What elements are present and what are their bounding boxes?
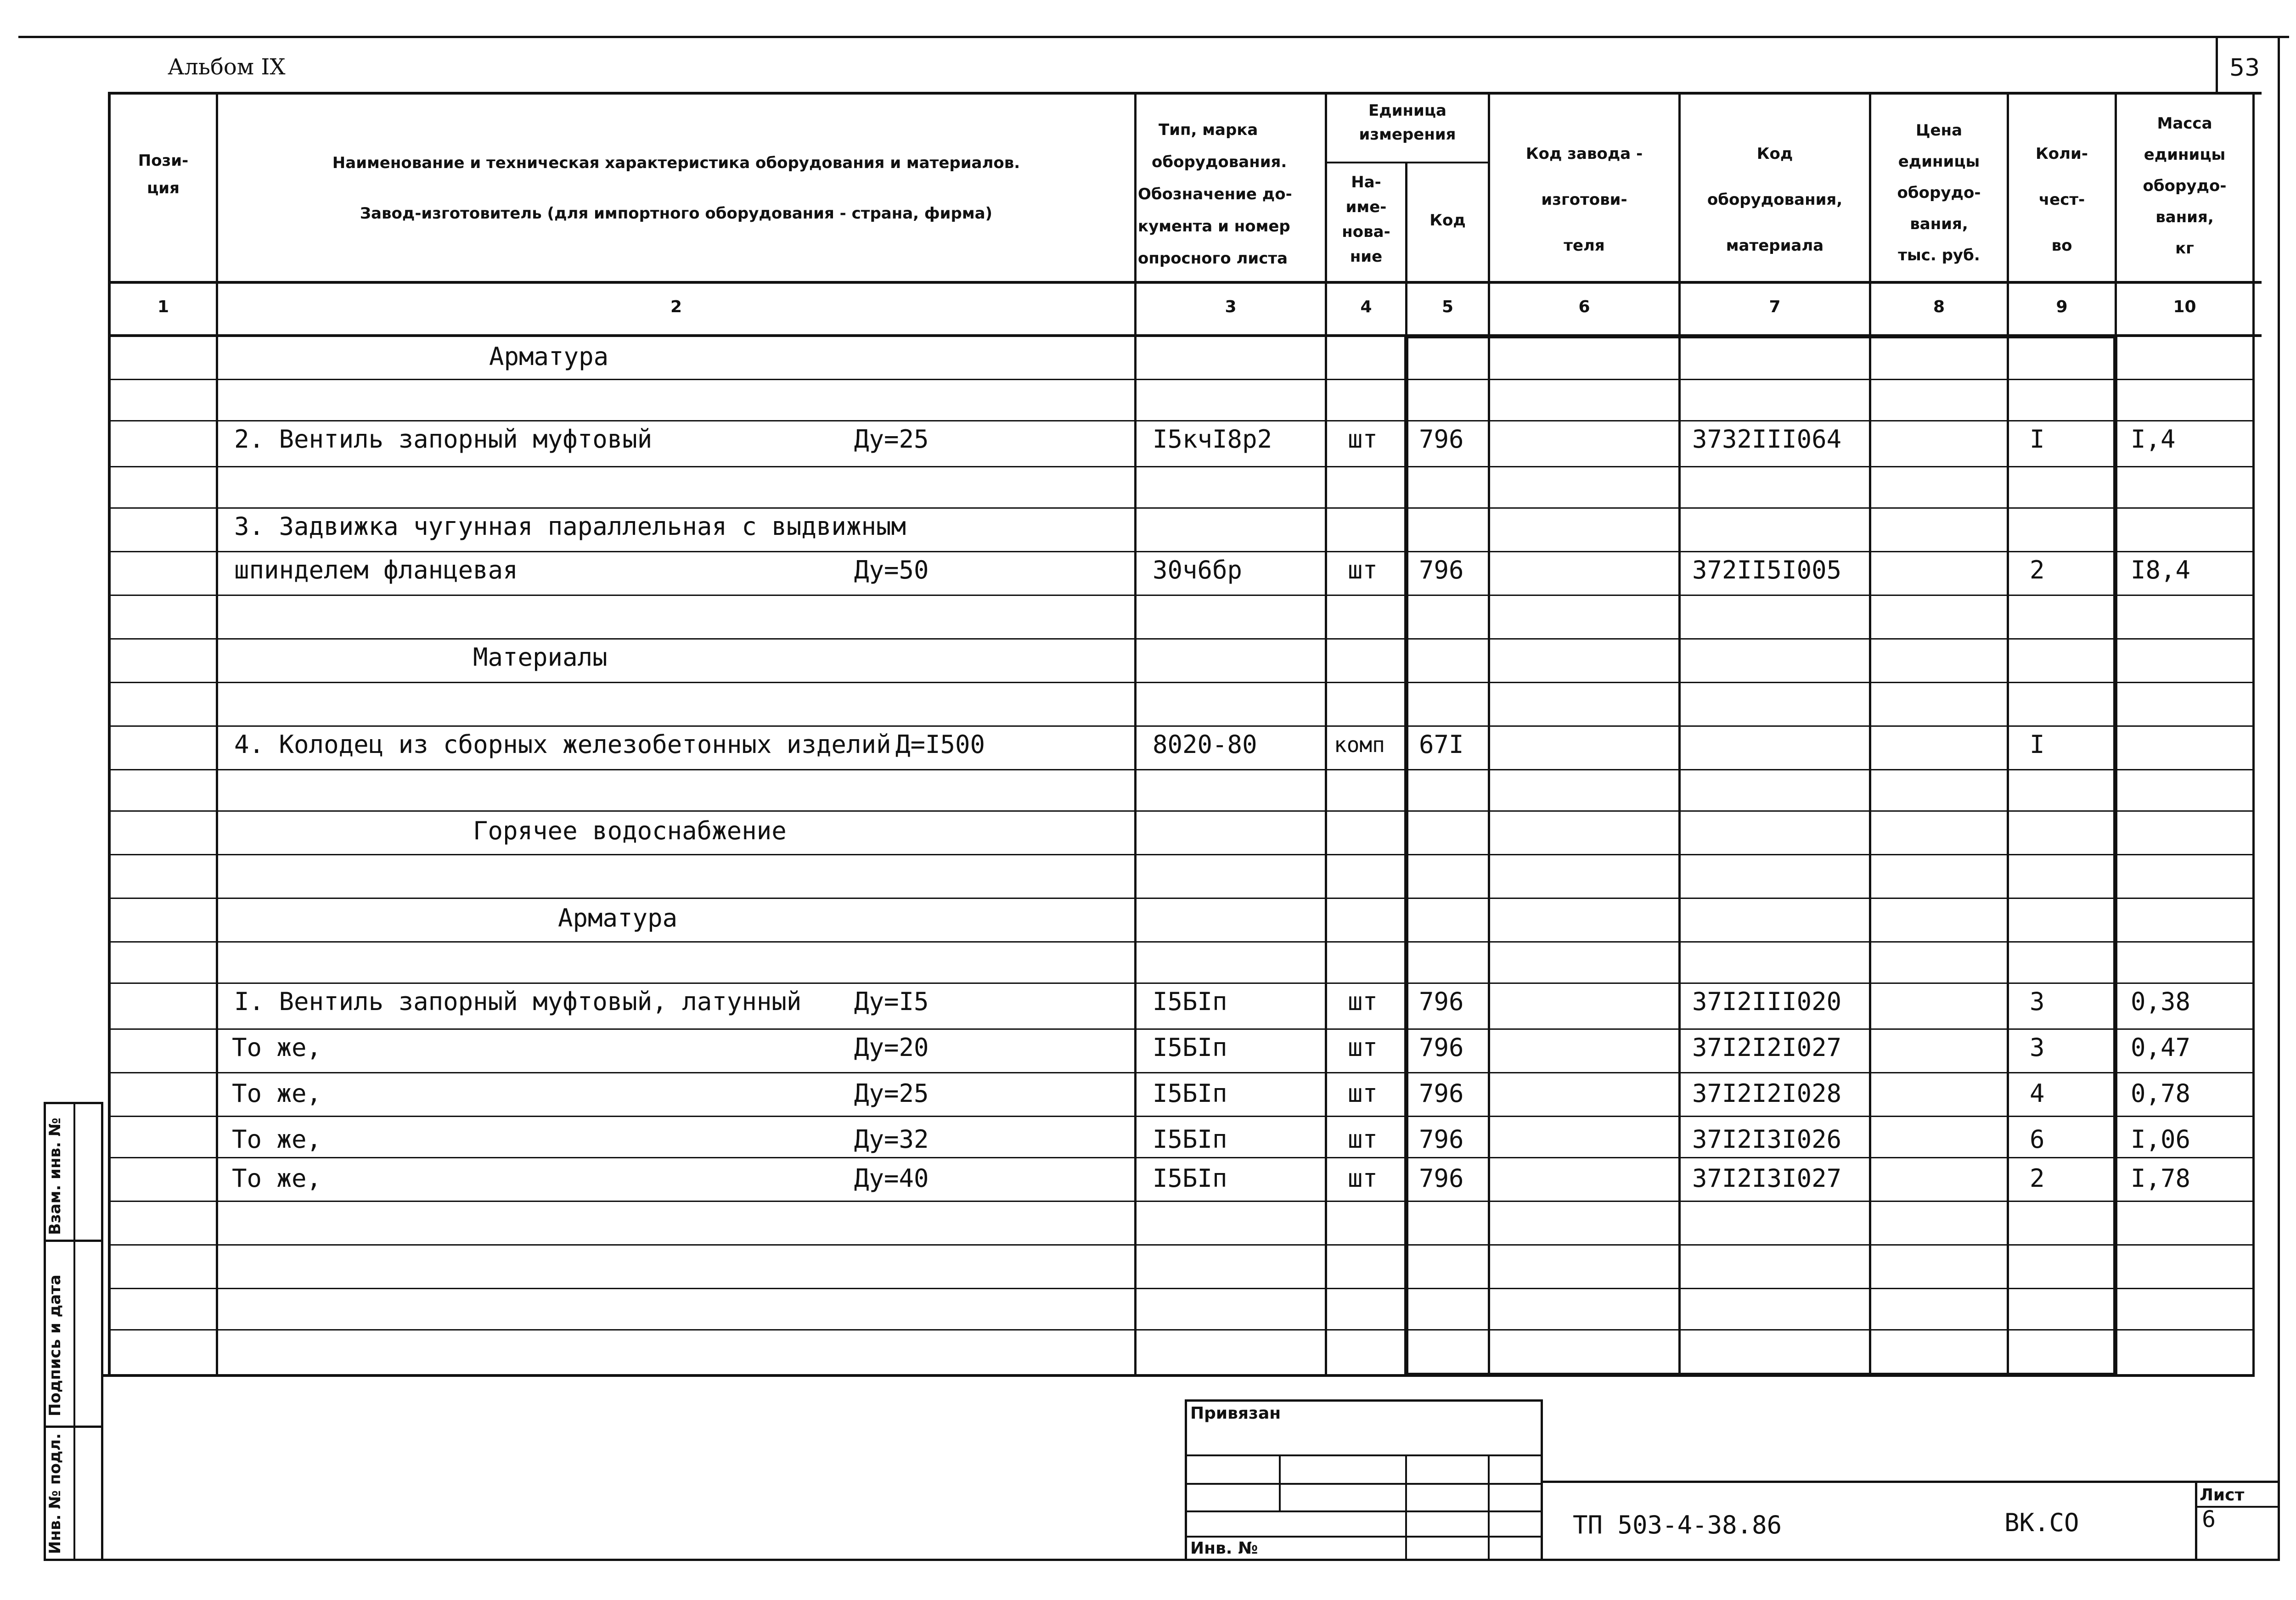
item-type: I5БIп [1153,1033,1227,1062]
stamp-sheet-left [2195,1481,2197,1561]
item-equip-code: 372II5I005 [1692,556,1842,584]
item-code: 796 [1419,425,1464,454]
section-heading: Горячее водоснабжение [473,816,787,845]
page-number: 53 [2229,54,2260,82]
row-line [108,982,2252,984]
stamp-box-top [1185,1399,1543,1402]
item-equip-code: 37I2I3I027 [1692,1164,1842,1193]
col-number-4: 4 [1360,298,1372,316]
item-name: То же, [232,1164,322,1193]
item-type: I5БIп [1153,1125,1227,1154]
item-name: I. Вентиль запорный муфтовый, латунный [234,987,802,1016]
item-code: 796 [1419,556,1464,584]
item-dn: Ду=32 [854,1125,929,1154]
col-line-5 [1488,92,1490,1376]
header-qty: Коли- чест- во [2036,145,2088,255]
item-mass: I,06 [2131,1125,2191,1154]
stamp-grid-v3 [1488,1454,1490,1560]
col-line-10 [2252,92,2255,1376]
item-unit: шт [1348,1033,1378,1062]
stamp-sheet-number: 6 [2202,1506,2216,1533]
side-strip-bottom [44,1559,2280,1561]
item-type: I5БIп [1153,1079,1227,1108]
header-bottom-border [108,281,2262,284]
side-strip-frame [101,1102,103,1561]
col-number-8: 8 [1933,298,1945,316]
row-line [108,595,2252,596]
row-line [108,1072,2252,1073]
item-qty: I [2030,730,2045,759]
item-code: 796 [1419,1164,1464,1193]
item-name: То же, [232,1125,322,1154]
col-number-5: 5 [1441,298,1454,316]
item-type: 30ч6бр [1153,556,1243,584]
row-line [108,810,2252,812]
row-line [108,379,2252,380]
col-line-6 [1678,92,1681,1376]
item-dn: Ду=25 [854,1079,929,1108]
stamp-inv-label: Инв. № [1190,1539,1258,1558]
side-podpis-label: Подпись и дата [46,1274,64,1416]
header-unit-code: Код [1429,211,1466,230]
row-line [108,1201,2252,1202]
side-vzam-label: Взам. инв. № [46,1117,64,1235]
col-line-0 [108,92,111,1376]
side-inv-podl-label: Инв. № подл. [46,1433,64,1554]
item-equip-code: 37I2I2I028 [1692,1079,1842,1108]
top-rule [18,36,2289,38]
row-line [108,1028,2252,1030]
row-line [108,1329,2252,1331]
item-qty: 2 [2030,556,2045,584]
item-mass: 0,78 [2131,1079,2191,1108]
item-type: I5БIп [1153,987,1227,1016]
col-number-2: 2 [670,298,682,316]
item-name: 4. Колодец из сборных железобетонных изделий [234,730,891,759]
item-unit: шт [1348,1164,1378,1193]
item-mass: I,78 [2131,1164,2191,1193]
row-line [108,638,2252,640]
item-name: 2. Вентиль запорный муфтовый [234,425,653,454]
item-name: То же, [232,1079,322,1108]
thick-box-bottom [1405,1373,2117,1377]
frame-right [2278,37,2280,1561]
item-dn: Ду=20 [854,1033,929,1062]
row-line [108,682,2252,683]
item-mass: I8,4 [2131,556,2191,584]
thick-box-top [1405,334,2117,338]
header-type: Тип, марка оборудования. Обозначение до- кумента и номер опросного листа [1138,121,1292,268]
row-line [108,1288,2252,1289]
item-unit: комп [1334,732,1385,757]
item-type: I5кчI8р2 [1153,425,1272,454]
item-qty: 3 [2030,987,2045,1016]
item-dn: Д=I500 [895,730,985,759]
header-price: Цена единицы оборудо- вания, тыс. руб. [1897,121,1981,264]
row-line [108,1157,2252,1158]
item-qty: 4 [2030,1079,2045,1108]
item-unit: шт [1348,1079,1378,1108]
stamp-grid-v1 [1279,1454,1281,1510]
item-code: 796 [1419,1033,1464,1062]
item-mass: 0,47 [2131,1033,2191,1062]
item-code: 796 [1419,987,1464,1016]
item-qty: 3 [2030,1033,2045,1062]
row-line [108,941,2252,943]
item-mass: I,4 [2131,425,2176,454]
stamp-designation: ТП 503-4-38.86 [1573,1510,1782,1539]
album-title: Альбом IX [168,54,286,80]
side-strip-top [44,1102,103,1104]
header-name: Наименование и техническая характеристика оборудования и материалов. Завод-изготовитель (для импортного оборудования - страна, фирма) [332,154,1020,223]
side-strip-inner [73,1102,75,1561]
item-equip-code: 37I2I2I027 [1692,1033,1842,1062]
row-line [108,898,2252,899]
item-qty: 6 [2030,1125,2045,1154]
col-line-2 [1134,92,1137,1376]
page-number-box-left [2216,37,2218,92]
item-dn: Ду=I5 [854,987,929,1016]
item-code: 796 [1419,1125,1464,1154]
stamp-main-top [1543,1481,2280,1483]
side-strip-div2 [44,1426,103,1428]
col-line-1 [216,92,218,1376]
row-line [108,420,2252,421]
item-unit: шт [1348,425,1378,454]
item-code: 67I [1419,730,1464,759]
stamp-sheet-label: Лист [2200,1486,2245,1505]
row-line [108,1116,2252,1117]
item-dn: Ду=25 [854,425,929,454]
row-line [108,551,2252,552]
header-unit-name: На- име- нова- ние [1342,173,1390,266]
item-type: I5БIп [1153,1164,1227,1193]
col-line-8 [2007,92,2009,1376]
stamp-attached-label: Привязан [1190,1404,1281,1423]
col-line-3 [1325,92,1327,1376]
item-type: 8020-80 [1153,730,1257,759]
item-name: То же, [232,1033,322,1062]
item-dn: Ду=50 [854,556,929,584]
item-equip-code: 3732III064 [1692,425,1842,454]
item-code: 796 [1419,1079,1464,1108]
col-number-9: 9 [2056,298,2068,316]
item-equip-code: 37I2III020 [1692,987,1842,1016]
header-unit: Единица измерения [1359,101,1456,144]
item-unit: шт [1348,1125,1378,1154]
col-line-7 [1869,92,1871,1376]
stamp-code: ВК.СО [2004,1508,2079,1537]
item-equip-code: 37I2I3I026 [1692,1125,1842,1154]
item-qty: I [2030,425,2045,454]
header-position: Пози- ция [138,152,189,197]
item-unit: шт [1348,987,1378,1016]
header-mass: Масса единицы оборудо- вания, кг [2143,114,2227,258]
item-name: шпинделем фланцевая [234,556,518,584]
item-qty: 2 [2030,1164,2045,1193]
item-dn: Ду=40 [854,1164,929,1193]
section-heading: Материалы [473,643,608,672]
side-strip-div1 [44,1240,103,1242]
stamp-grid-v2 [1405,1454,1407,1560]
col-number-10: 10 [2173,298,2196,316]
col-number-3: 3 [1225,298,1237,316]
row-line [108,769,2252,770]
col-number-7: 7 [1769,298,1781,316]
col-number-6: 6 [1578,298,1590,316]
row-line [108,725,2252,727]
row-line [108,854,2252,855]
header-equip-code: Код оборудования, материала [1707,145,1843,255]
item-unit: шт [1348,556,1378,584]
section-heading: Арматура [558,904,678,932]
col-number-1: 1 [157,298,169,316]
header-factory-code: Код завода - изготови- теля [1525,145,1643,255]
row-line [108,1244,2252,1246]
table-top-border [108,92,2262,95]
row-line [108,507,2252,509]
item-name: 3. Задвижка чугунная параллельная с выдвижным [234,512,906,541]
item-mass: 0,38 [2131,987,2191,1016]
row-line [108,466,2252,467]
section-heading: Арматура [489,342,609,371]
